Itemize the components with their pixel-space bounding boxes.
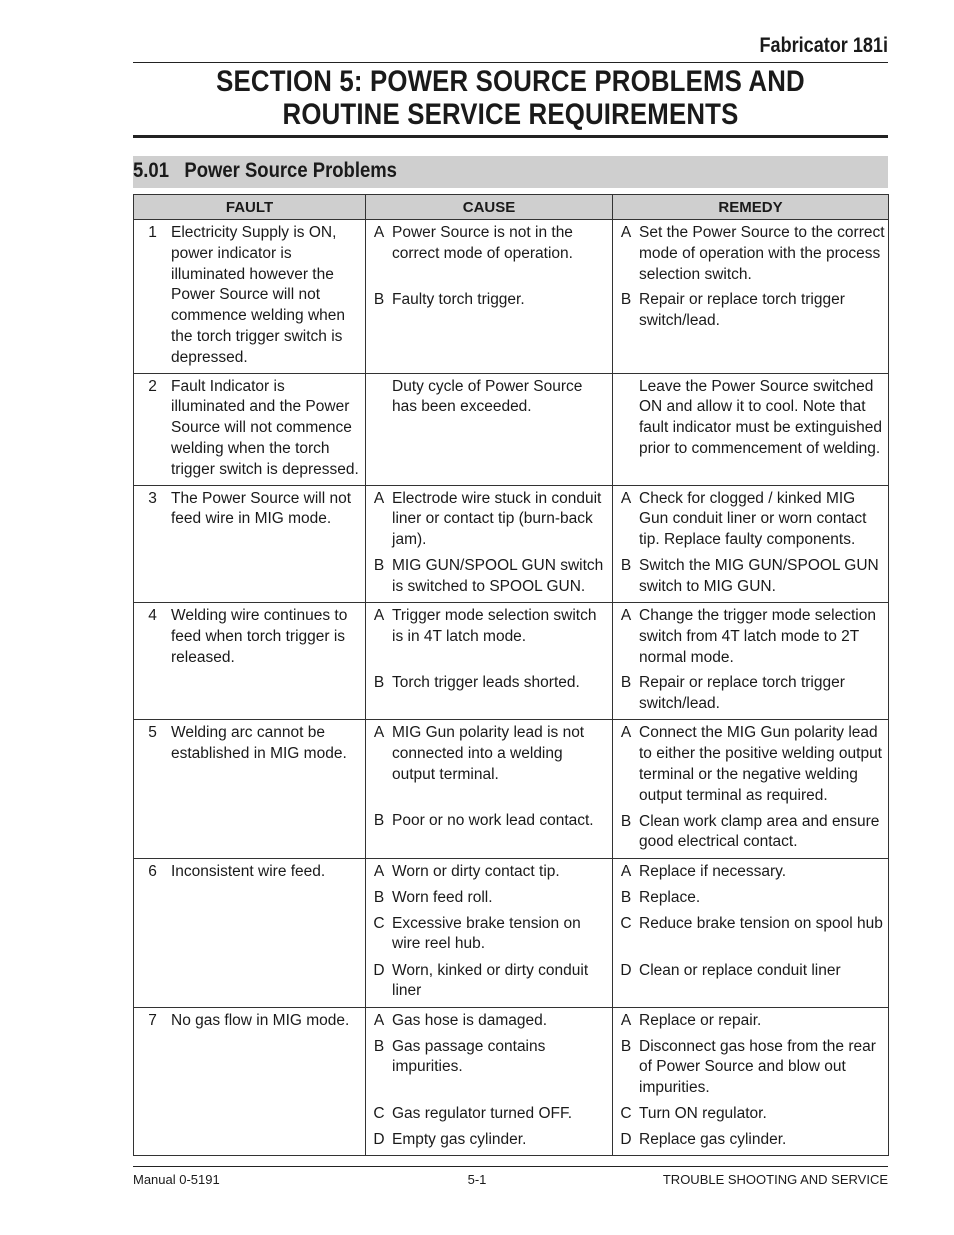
remedy-text: Repair or replace torch trigger switch/lead. — [639, 291, 845, 330]
fault-number: 4 — [148, 606, 157, 624]
subsection-heading: 5.01 Power Source Problems — [133, 159, 397, 182]
fault-entry — [134, 862, 365, 883]
remedy-cell — [613, 720, 889, 858]
cause-letter: A — [373, 606, 385, 624]
cause-entry — [366, 606, 612, 668]
footer-rule — [133, 1166, 888, 1167]
fault-number: 3 — [148, 489, 157, 507]
cause-cell — [366, 485, 613, 602]
section-title-line2: ROUTINE SERVICE REQUIREMENTS — [282, 98, 739, 131]
fault-entry — [134, 723, 365, 765]
remedy-text: Replace gas cylinder. — [639, 1130, 787, 1148]
cause-text: MIG GUN/SPOOL GUN switch is switched to SPOOL GUN. — [392, 556, 604, 595]
cause-cell — [366, 602, 613, 719]
cause-cell — [366, 373, 613, 485]
remedy-cell — [613, 485, 889, 602]
table-row — [134, 720, 889, 858]
remedy-entry — [613, 1011, 888, 1032]
fault-text: Electricity Supply is ON, power indicator is illuminated however the Power Source will not commence welding when the torch trigger switch is depressed. — [171, 224, 346, 366]
fault-entry — [134, 1011, 365, 1032]
remedy-text: Check for clogged / kinked MIG Gun conduit liner or worn contact tip. Replace faulty components. — [639, 489, 867, 549]
cause-entry — [366, 673, 612, 715]
remedy-letter: A — [620, 1011, 632, 1029]
remedy-letter: B — [620, 1037, 632, 1055]
cause-entry — [366, 862, 612, 883]
remedy-letter: C — [620, 914, 632, 932]
cause-letter: A — [373, 489, 385, 507]
column-header-cause: CAUSE — [366, 195, 613, 220]
table-row — [134, 485, 889, 602]
table-row — [134, 1007, 889, 1155]
remedy-letter: D — [620, 1130, 632, 1148]
section-title — [186, 65, 835, 131]
cause-letter: B — [373, 888, 385, 906]
remedy-text: Reduce brake tension on spool hub — [639, 914, 883, 932]
remedy-letter: D — [620, 961, 632, 979]
cause-text: Trigger mode selection switch is in 4T latch mode. — [392, 606, 597, 645]
cause-cell — [366, 220, 613, 374]
fault-cell — [134, 602, 366, 719]
fault-entry — [134, 606, 365, 668]
cause-entry — [366, 888, 612, 909]
remedy-entry — [613, 606, 888, 668]
remedy-entry — [613, 812, 888, 854]
fault-text: No gas flow in MIG mode. — [171, 1011, 350, 1029]
remedy-cell — [613, 373, 889, 485]
remedy-letter: B — [620, 812, 632, 830]
cause-letter: B — [373, 1037, 385, 1055]
cause-entry — [366, 290, 612, 332]
remedy-letter — [613, 377, 639, 460]
cause-letter: A — [373, 724, 385, 742]
cause-text: Worn feed roll. — [392, 888, 493, 906]
cause-text: Torch trigger leads shorted. — [392, 673, 580, 691]
cause-entry — [366, 723, 612, 806]
cause-letter: D — [373, 961, 385, 979]
cause-letter: B — [373, 556, 385, 574]
remedy-entry — [613, 862, 888, 883]
cause-entry — [366, 556, 612, 598]
remedy-letter: A — [620, 862, 632, 880]
remedy-text: Replace or repair. — [639, 1011, 762, 1029]
cause-letter: A — [373, 862, 385, 880]
page-header — [133, 33, 888, 138]
remedy-text: Disconnect gas hose from the rear of Power Source and blow out impurities. — [639, 1037, 876, 1097]
remedy-letter: C — [620, 1104, 632, 1122]
remedy-entry — [613, 556, 888, 598]
remedy-cell — [613, 602, 889, 719]
remedy-text: Change the trigger mode selection switch from 4T latch mode to 2T normal mode. — [639, 606, 876, 666]
remedy-cell — [613, 220, 889, 374]
fault-cell — [134, 485, 366, 602]
cause-entry — [366, 223, 612, 285]
cause-text: Duty cycle of Power Source has been exceeded. — [392, 377, 583, 416]
cause-letter: A — [373, 224, 385, 241]
product-name: Fabricator 181i — [759, 34, 888, 57]
remedy-entry — [613, 377, 888, 460]
cause-entry — [366, 377, 612, 460]
fault-number: 2 — [148, 377, 157, 395]
cause-text: Gas passage contains impurities. — [392, 1037, 546, 1076]
fault-number: 7 — [148, 1011, 157, 1029]
remedy-entry — [613, 723, 888, 806]
remedy-entry — [613, 961, 888, 1003]
fault-number: 1 — [148, 224, 157, 241]
cause-text: Power Source is not in the correct mode of operation. — [392, 224, 573, 262]
cause-entry — [366, 1011, 612, 1032]
remedy-entry — [613, 489, 888, 551]
cause-entry — [366, 489, 612, 551]
cause-text: Poor or no work lead contact. — [392, 812, 594, 830]
footer-chapter-title: TROUBLE SHOOTING AND SERVICE — [662, 1172, 888, 1187]
cause-letter: C — [373, 914, 385, 932]
subsection-heading-bar — [133, 156, 888, 188]
fault-cell — [134, 720, 366, 858]
header-rule — [133, 62, 888, 63]
remedy-letter: A — [620, 724, 632, 742]
remedy-text: Clean work clamp area and ensure good electrical contact. — [639, 812, 880, 851]
remedy-entry — [613, 888, 888, 909]
remedy-text: Connect the MIG Gun polarity lead to either the positive welding output terminal or the negative welding output terminal as required. — [639, 724, 882, 804]
remedy-text: Replace. — [639, 888, 701, 906]
cause-entry — [366, 961, 612, 1003]
cause-text: Gas regulator turned OFF. — [392, 1104, 573, 1122]
fault-text: The Power Source will not feed wire in MIG mode. — [171, 489, 352, 528]
cause-text: Excessive brake tension on wire reel hub. — [392, 914, 581, 953]
cause-letter: C — [373, 1104, 385, 1122]
cause-letter: B — [373, 812, 385, 830]
remedy-text: Replace if necessary. — [639, 862, 787, 880]
table-header-row — [134, 195, 889, 220]
section-title-line1: SECTION 5: POWER SOURCE PROBLEMS AND — [216, 65, 805, 98]
cause-text: Worn or dirty contact tip. — [392, 862, 560, 880]
fault-entry — [134, 489, 365, 531]
footer-manual-number: Manual 0-5191 — [133, 1172, 220, 1187]
remedy-entry — [613, 1104, 888, 1125]
remedy-letter: A — [620, 606, 632, 624]
fault-text: Fault Indicator is illuminated and the Power Source will not commence welding when the torch trigger switch is depressed. — [171, 377, 359, 478]
fault-cell — [134, 373, 366, 485]
fault-text: Welding arc cannot be established in MIG mode. — [171, 724, 347, 763]
column-header-fault: FAULT — [134, 195, 366, 220]
cause-letter: D — [373, 1130, 385, 1148]
remedy-letter: B — [620, 888, 632, 906]
cause-letter: A — [373, 1011, 385, 1029]
fault-text: Welding wire continues to feed when torch trigger is released. — [171, 606, 348, 666]
remedy-entry — [613, 673, 888, 715]
cause-entry — [366, 914, 612, 956]
cause-letter — [366, 377, 392, 460]
cause-cell — [366, 1007, 613, 1155]
remedy-cell — [613, 858, 889, 1007]
fault-cell — [134, 858, 366, 1007]
cause-text: MIG Gun polarity lead is not connected into a welding output terminal. — [392, 724, 585, 783]
remedy-entry — [613, 1130, 888, 1151]
cause-entry — [366, 1037, 612, 1099]
remedy-entry — [613, 223, 888, 285]
remedy-entry — [613, 290, 888, 332]
table-row — [134, 373, 889, 485]
fault-entry — [134, 377, 365, 481]
footer-page-number: 5-1 — [467, 1172, 487, 1187]
column-header-remedy: REMEDY — [613, 195, 889, 220]
remedy-letter: B — [620, 291, 632, 309]
table-row — [134, 220, 889, 374]
remedy-text: Repair or replace torch trigger switch/lead. — [639, 674, 845, 713]
table-row — [134, 602, 889, 719]
cause-cell — [366, 858, 613, 1007]
remedy-letter: B — [620, 556, 632, 574]
cause-entry — [366, 1104, 612, 1125]
fault-number: 5 — [148, 724, 157, 742]
remedy-text: Turn ON regulator. — [639, 1104, 767, 1122]
remedy-letter: A — [620, 489, 632, 507]
remedy-entry — [613, 1037, 888, 1099]
cause-letter: B — [373, 291, 385, 308]
remedy-letter: A — [620, 224, 632, 241]
fault-cell — [134, 220, 366, 374]
cause-entry — [366, 811, 612, 853]
remedy-entry — [613, 914, 888, 956]
table-row — [134, 858, 889, 1007]
cause-entry — [366, 1130, 612, 1151]
fault-cell — [134, 1007, 366, 1155]
cause-text: Faulty torch trigger. — [392, 291, 525, 308]
cause-cell — [366, 720, 613, 858]
fault-table — [133, 194, 889, 1156]
cause-text: Empty gas cylinder. — [392, 1130, 527, 1148]
remedy-letter: B — [620, 674, 632, 692]
remedy-text: Clean or replace conduit liner — [639, 961, 841, 979]
cause-letter: B — [373, 673, 385, 691]
remedy-text: Set the Power Source to the correct mode of operation with the process selection switch. — [639, 224, 885, 283]
remedy-cell — [613, 1007, 889, 1155]
fault-number: 6 — [148, 862, 157, 880]
remedy-text: Switch the MIG GUN/SPOOL GUN switch to MIG GUN. — [639, 556, 879, 595]
cause-text: Electrode wire stuck in conduit liner or contact tip (burn-back jam). — [392, 489, 602, 549]
cause-text: Gas hose is damaged. — [392, 1011, 548, 1029]
title-rule — [133, 135, 888, 138]
remedy-text: Leave the Power Source switched ON and allow it to cool. Note that fault indicator must be extinguished prior to commencement of welding. — [639, 377, 882, 457]
fault-text: Inconsistent wire feed. — [171, 862, 326, 880]
fault-entry — [134, 223, 365, 369]
cause-text: Worn, kinked or dirty conduit liner — [392, 961, 589, 1000]
